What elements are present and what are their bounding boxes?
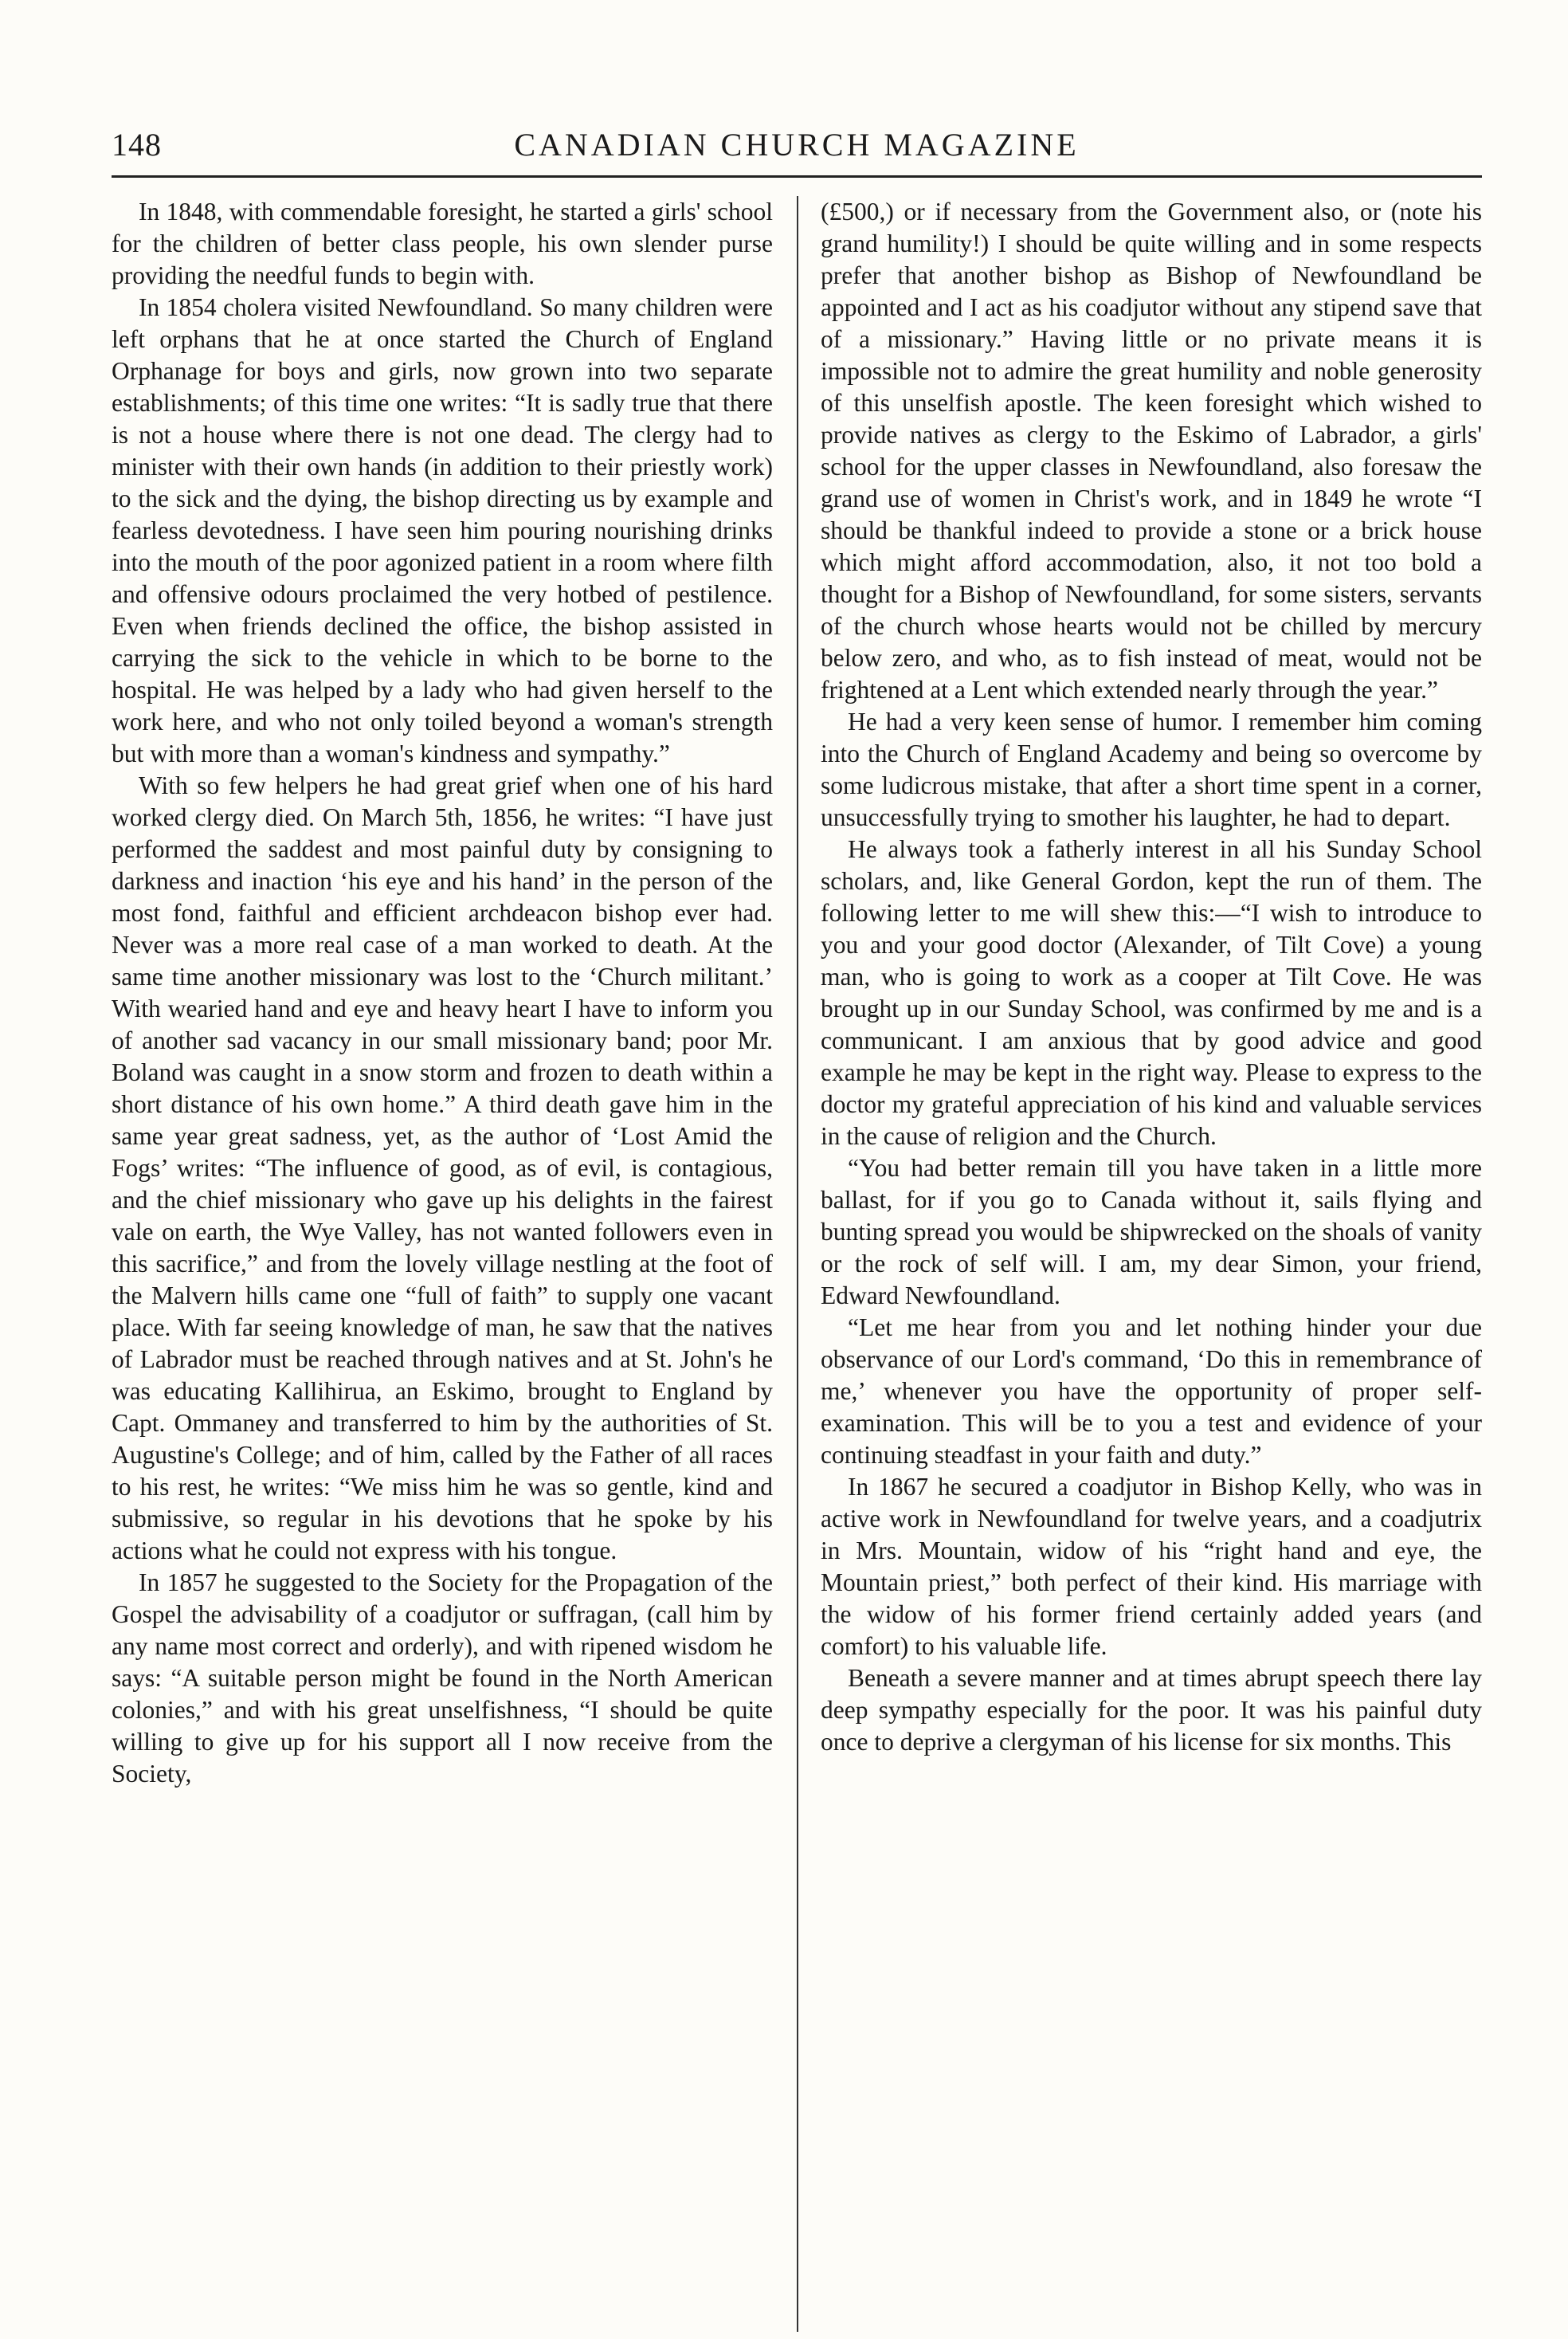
paragraph: In 1857 he suggested to the Society for the Propagation of the Gospel the advisability of a coadjutor or suffragan, (call him by any name most correct and orderly), and with ripened wisdom he says: “A suitable person might be found in the North American colonies,” and with his great unselfishness, “I should be quite willing to give up for his support all I now receive from the Society,	[112, 1568, 773, 1788]
left-column	[112, 196, 773, 1790]
right-column	[821, 196, 1482, 1758]
magazine-page	[112, 120, 1482, 2303]
paragraph: (£500,) or if necessary from the Government also, or (note his grand humility!) I should be quite willing and in some respects prefer that another bishop as Bishop of Newfoundland be appointed and I act as his coadjutor without any stipend save that of a missionary.” Having little or no private means it is impossible not to admire the great humility and noble generosity of this unselfish apostle. The keen foresight which wished to provide natives as clergy to the Eskimo of Labrador, a girls' school for the upper classes in Newfoundland, also foresaw the grand use of women in Christ's work, and in 1849 he wrote “I should be thankful indeed to provide a stone or a brick house which might afford accommodation, also, it not too bold a thought for a Bishop of Newfoundland, for some sisters, servants of the church whose hearts would not be chilled by mercury below zero, and who, as to fish instead of meat, would not be frightened at a Lent which extended nearly through the year.”	[821, 198, 1482, 704]
column-divider	[797, 196, 798, 2332]
page-number: 148	[112, 127, 162, 163]
running-title: CANADIAN CHURCH MAGAZINE	[514, 127, 1080, 163]
paragraph: He had a very keen sense of humor. I remember him coming into the Church of England Academy and being so overcome by some ludicrous mistake, that after a short time spent in a corner, unsuccessfully trying to smother his laughter, he had to depart.	[821, 708, 1482, 831]
paragraph: Beneath a severe manner and at times abrupt speech there lay deep sympathy especially for the poor. It was his painful duty once to deprive a clergyman of his license for six months. This	[821, 1664, 1482, 1756]
paragraph: He always took a fatherly interest in all his Sunday School scholars, and, like General Gordon, kept the run of them. The following letter to me will shew this:—“I wish to introduce to you and your good doctor (Alexander, of Tilt Cove) a young man, who is going to work as a cooper at Tilt Cove. He was brought up in our Sunday School, was confirmed by me and is a communicant. I am anxious that by good advice and good example he may be kept in the right way. Please to express to the doctor my grateful appreciation of his kind and valuable services in the cause of religion and the Church.	[821, 835, 1482, 1150]
paragraph: “Let me hear from you and let nothing hinder your due observance of our Lord's command, ‘Do this in remembrance of me,’ whenever you have the opportunity of proper self-examination. This will be to you a test and evidence of your continuing steadfast in your faith and duty.”	[821, 1313, 1482, 1469]
text-columns	[112, 196, 1482, 2303]
paragraph: “You had better remain till you have taken in a little more ballast, for if you go to Canada without it, sails flying and bunting spread you would be shipwrecked on the shoals of vanity or the rock of self will. I am, my dear Simon, your friend, Edward Newfoundland.	[821, 1154, 1482, 1309]
paragraph: With so few helpers he had great grief when one of his hard worked clergy died. On March 5th, 1856, he writes: “I have just performed the saddest and most painful duty by consigning to darkness and inaction ‘his eye and his hand’ in the person of the most fond, faithful and efficient archdeacon bishop ever had. Never was a more real case of a man worked to death. At the same time another missionary was lost to the ‘Church militant.’ With wearied hand and eye and heavy heart I have to inform you of another sad vacancy in our small missionary band; poor Mr. Boland was caught in a snow storm and frozen to death within a short distance of his own home.” A third death gave him in the same year great sadness, yet, as the author of ‘Lost Amid the Fogs’ writes: “The influence of good, as of evil, is contagious, and the chief missionary who gave up his delights in the fairest vale on earth, the Wye Valley, has not wanted followers even in this sacrifice,” and from the lovely village nestling at the foot of the Malvern hills came one “full of faith” to supply one vacant place. With far seeing knowledge of man, he saw that the natives of Labrador must be reached through natives and at St. John's he was educating Kallihirua, an Eskimo, brought to England by Capt. Ommaney and transferred to him by the authorities of St. Augustine's College; and of him, called by the Father of all races to his rest, he writes: “We miss him he was so gentle, kind and submissive, so regular in his devotions that he spoke by his actions what he could not express with his tongue.	[112, 771, 773, 1564]
paragraph: In 1867 he secured a coadjutor in Bishop Kelly, who was in active work in Newfoundland for twelve years, and a coadjutrix in Mrs. Mountain, widow of his “right hand and eye, the Mountain priest,” both perfect of their kind. His marriage with the widow of his former friend certainly added years (and comfort) to his valuable life.	[821, 1473, 1482, 1660]
paragraph: In 1848, with commendable foresight, he started a girls' school for the children of better class people, his own slender purse providing the needful funds to begin with.	[112, 198, 773, 289]
paragraph: In 1854 cholera visited Newfoundland. So many children were left orphans that he at once started the Church of England Orphanage for boys and girls, now grown into two separate establishments; of this time one writes: “It is sadly true that there is not a house where there is not one dead. The clergy had to minister with their own hands (in addition to their priestly work) to the sick and the dying, the bishop directing us by example and fearless devotedness. I have seen him pouring nourishing drinks into the mouth of the poor agonized patient in a room where filth and offensive odours proclaimed the very hotbed of pestilence. Even when friends declined the office, the bishop assisted in carrying the sick to the vehicle in which to be borne to the hospital. He was helped by a lady who had given herself to the work here, and who not only toiled beyond a woman's strength but with more than a woman's kindness and sympathy.”	[112, 293, 773, 767]
page-header	[112, 120, 1482, 178]
